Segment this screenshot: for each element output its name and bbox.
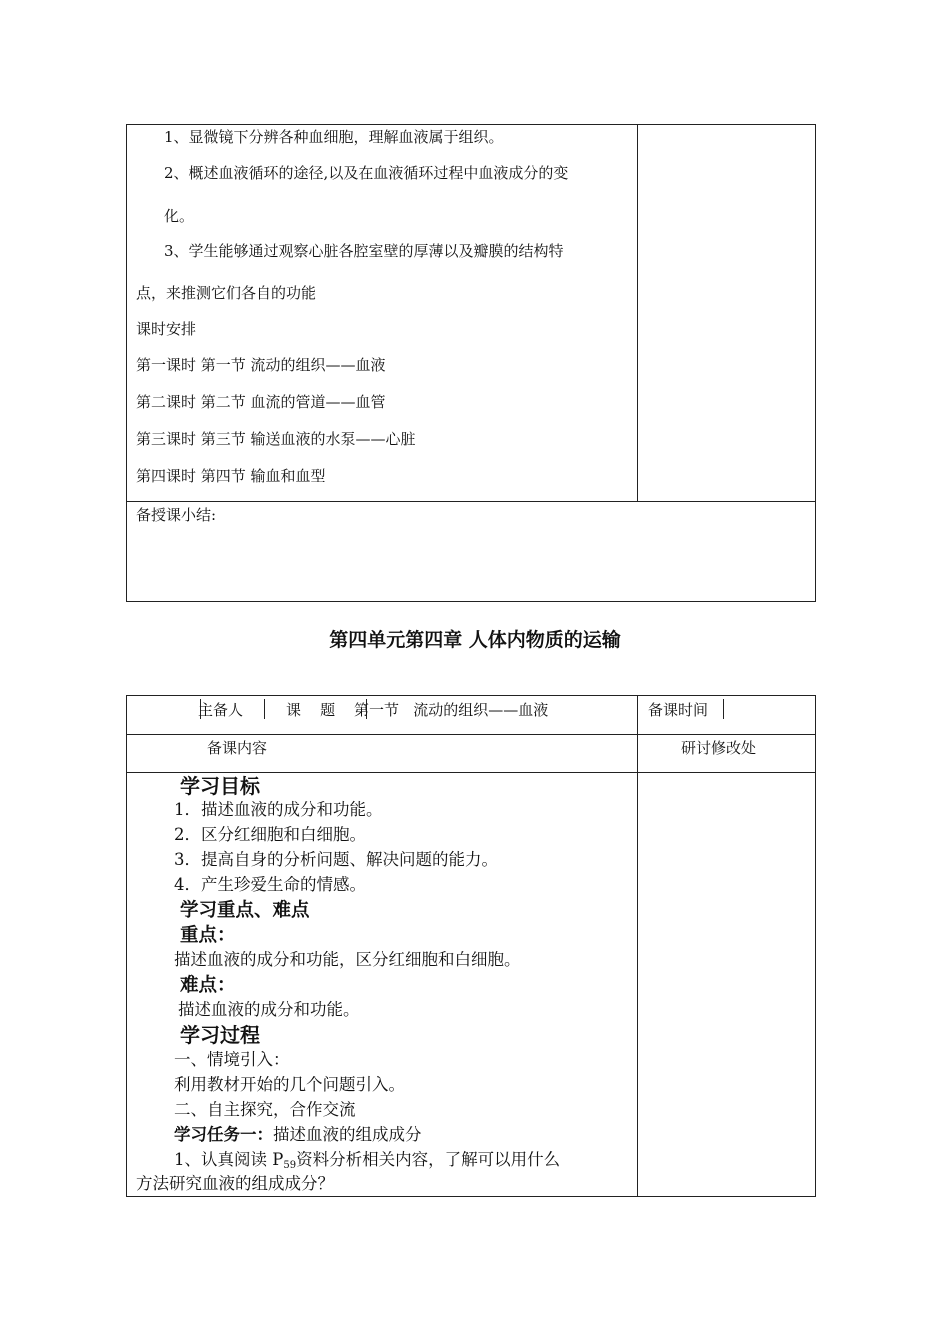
table-border bbox=[126, 501, 816, 502]
goal-item: 1．描述血液的成分和功能。 bbox=[174, 800, 383, 819]
objective-line: 1、显微镜下分辨各种血细胞，理解血液属于组织。 bbox=[164, 128, 504, 146]
table-border bbox=[126, 695, 816, 696]
task1-label: 学习任务一： bbox=[174, 1125, 273, 1144]
schedule-item: 第一课时 第一节 流动的组织——血液 bbox=[136, 356, 386, 374]
table-border bbox=[126, 601, 816, 602]
task1-question-cont: 方法研究血液的组成成分？ bbox=[136, 1174, 334, 1193]
task1-question: 1、认真阅读 $P_{59}$资料分析相关内容，了解可以用什么 bbox=[174, 1150, 561, 1171]
process-heading: 学习过程 bbox=[180, 1023, 260, 1047]
col-revise-header: 研讨修改处 bbox=[681, 739, 757, 757]
col-content-header: 备课内容 bbox=[207, 739, 268, 757]
prep-time-label: 备课时间 bbox=[648, 701, 709, 719]
goal-item: 4．产生珍爱生命的情感。 bbox=[174, 875, 366, 894]
section-title: 第四单元第四章 人体内物质的运输 bbox=[329, 629, 621, 651]
goals-heading: 学习目标 bbox=[180, 774, 260, 798]
difficult-text: 描述血液的成分和功能。 bbox=[178, 1000, 360, 1019]
key-label: 重点： bbox=[180, 925, 236, 946]
table-border bbox=[126, 734, 816, 735]
goal-item: 2．区分红细胞和白细胞。 bbox=[174, 825, 366, 844]
topic-value: 第一节 流动的组织——血液 bbox=[354, 701, 549, 719]
objective-line: 化。 bbox=[164, 207, 195, 225]
header-separator bbox=[264, 699, 265, 719]
task1-line bbox=[174, 1124, 422, 1146]
table-border bbox=[637, 695, 638, 1197]
task1-text: 描述血液的组成成分 bbox=[273, 1125, 422, 1144]
summary-label: 备授课小结: bbox=[136, 506, 217, 524]
keypoints-heading: 学习重点、难点 bbox=[180, 900, 310, 921]
table-border bbox=[126, 695, 127, 1197]
schedule-item: 第三课时 第三节 输送血液的水泵——心脏 bbox=[136, 430, 416, 448]
goal-item: 3．提高自身的分析问题、解决问题的能力。 bbox=[174, 850, 498, 869]
schedule-heading: 课时安排 bbox=[136, 320, 197, 338]
step-heading: 二、自主探究，合作交流 bbox=[174, 1100, 356, 1119]
step-text: 利用教材开始的几个问题引入。 bbox=[174, 1075, 405, 1094]
objective-line: 点，来推测它们各自的功能 bbox=[136, 284, 317, 302]
objective-line: 2、概述血液循环的途径,以及在血液循环过程中血液成分的变 bbox=[164, 164, 569, 182]
table-border bbox=[815, 695, 816, 1197]
table-border bbox=[126, 772, 816, 773]
topic-label: 课 题 bbox=[286, 701, 336, 719]
schedule-item: 第二课时 第二节 血流的管道——血管 bbox=[136, 393, 386, 411]
table-border bbox=[815, 124, 816, 602]
step-heading: 一、情境引入： bbox=[174, 1050, 290, 1069]
schedule-item: 第四课时 第四节 输血和血型 bbox=[136, 467, 326, 485]
table-border bbox=[637, 124, 638, 502]
preparer-label: 主备人 bbox=[198, 701, 244, 719]
table-border bbox=[126, 1196, 816, 1197]
key-text: 描述血液的成分和功能，区分红细胞和白细胞。 bbox=[174, 950, 521, 969]
objective-line: 3、学生能够通过观察心脏各腔室壁的厚薄以及瓣膜的结构特 bbox=[164, 242, 564, 260]
table-border bbox=[126, 124, 816, 125]
table-border bbox=[126, 124, 127, 602]
header-separator bbox=[723, 699, 724, 719]
difficult-label: 难点： bbox=[180, 975, 236, 996]
